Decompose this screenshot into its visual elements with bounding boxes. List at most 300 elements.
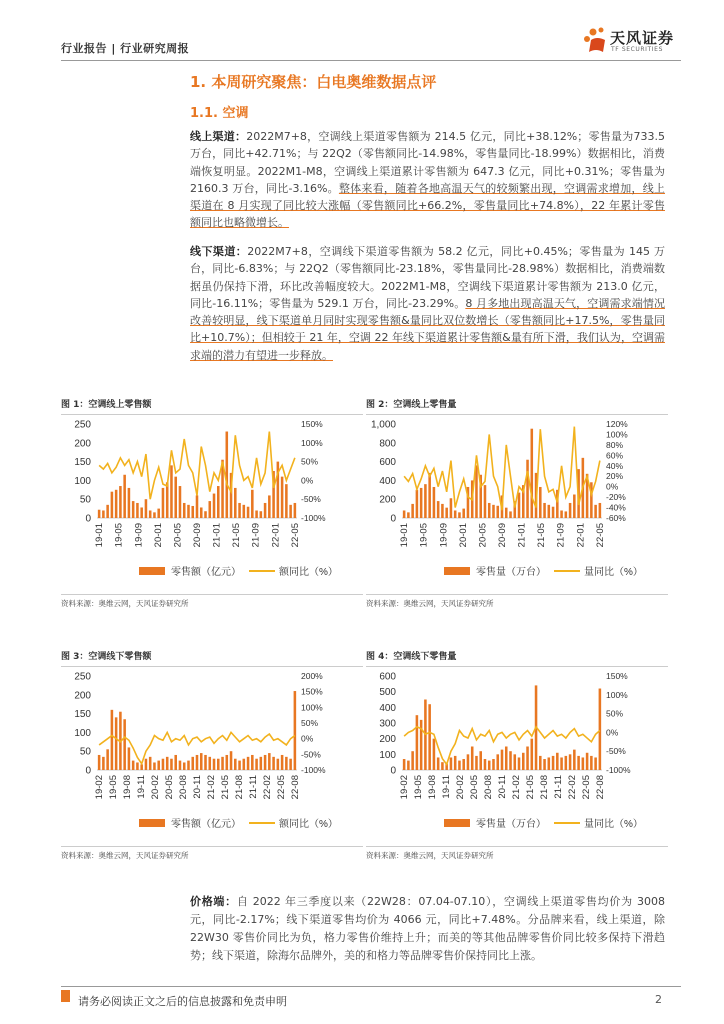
logo-subtext: TF SECURITIES [611, 46, 663, 53]
bar [204, 755, 207, 770]
bar [552, 507, 555, 518]
bar [565, 511, 568, 518]
bar [255, 759, 258, 770]
x-tick-label: 20-05 [477, 523, 489, 548]
bar [260, 757, 263, 770]
x-tick-label: 21-11 [552, 775, 564, 799]
bar [217, 759, 220, 770]
y2-tick-label: 0% [606, 727, 619, 738]
bar [509, 751, 512, 770]
y2-tick-label: 150% [301, 419, 323, 429]
y-tick-label: 200 [379, 494, 396, 506]
bar [115, 717, 118, 770]
legend-line-label: 额同比（%） [279, 819, 338, 830]
legend-bar-label: 零售额（亿元） [171, 819, 241, 830]
bar [132, 761, 135, 770]
bar [208, 757, 211, 770]
bar [247, 507, 250, 518]
bar [513, 754, 516, 770]
bar [149, 510, 152, 518]
paragraph-body: 2022M7+8，空调线上渠道零售额为 214.5 亿元，同比+38.12%；零售量为733.5 万台，同比+42.71%；与 22Q2（零售额同比-14.98%，零售量同比-18.99%）数据相比，消费端恢复明显。2022M1-M8，空调线上渠道累计零售额为 647.3 亿元，同比+0.31%；零售量为 2160.3 万台，同比-3.16%。 [190, 130, 665, 195]
y2-tick-label: 200% [301, 671, 323, 681]
x-tick-label: 21-02 [206, 775, 217, 800]
bar [437, 501, 440, 518]
bar [560, 510, 563, 518]
bar [243, 759, 246, 770]
bar [272, 757, 275, 770]
chart-panel-3 [61, 650, 363, 860]
x-tick-label: 19-09 [133, 523, 145, 548]
x-tick-label: 20-05 [172, 523, 184, 548]
y-tick-label: 0 [85, 513, 91, 525]
subsection-heading: 1.1. 空调 [190, 106, 249, 121]
bar [428, 704, 431, 770]
y-tick-label: 250 [74, 671, 91, 683]
bar [247, 757, 250, 770]
paragraph-price [190, 893, 665, 965]
y-tick-label: 100 [379, 749, 396, 761]
paragraph-lead: 线上渠道： [190, 130, 247, 143]
x-tick-label: 21-11 [247, 775, 259, 799]
bar [475, 465, 478, 518]
bar [226, 755, 229, 770]
section-heading: 1. 本周研究聚焦：白电奥维数据点评 [190, 73, 437, 91]
x-tick-label: 22-08 [594, 775, 606, 800]
legend-line-label: 量同比（%） [584, 567, 643, 578]
x-tick-label: 21-05 [231, 523, 243, 548]
bar [548, 505, 551, 518]
bar [492, 759, 495, 770]
bar [522, 753, 525, 770]
bar [467, 754, 470, 770]
x-tick-label: 21-05 [220, 775, 231, 800]
bar [560, 757, 563, 770]
chart-divider [61, 846, 363, 847]
y-tick-label: 600 [379, 671, 396, 683]
bar [458, 761, 461, 770]
bar [462, 759, 465, 770]
bar [170, 759, 173, 770]
chart-panel-4 [366, 650, 668, 860]
bar [111, 492, 114, 518]
bar [294, 503, 297, 518]
bar [407, 512, 410, 518]
bar [255, 510, 258, 518]
bar [128, 488, 131, 518]
y2-tick-label: 50% [606, 708, 624, 719]
y2-tick-label: 150% [606, 671, 628, 681]
y-tick-label: 100 [74, 475, 91, 487]
y2-tick-label: -50% [301, 494, 321, 505]
bar [475, 756, 478, 770]
legend-line-label: 额同比（%） [279, 567, 338, 578]
bar [479, 751, 482, 770]
bar [208, 501, 211, 518]
bar [548, 757, 551, 770]
y-tick-label: 50 [79, 746, 91, 758]
legend-bar-label: 零售额（亿元） [171, 567, 241, 578]
y2-tick-label: 80% [606, 439, 624, 450]
chart-source: 资料来源：奥维云网，天风证券研究所 [366, 851, 494, 860]
y2-tick-label: 0% [301, 475, 314, 486]
y2-tick-label: 120% [606, 419, 628, 429]
footer-disclaimer: 请务必阅读正文之后的信息披露和免责申明 [78, 995, 287, 1008]
bar [213, 759, 216, 770]
paragraph-lead: 线下渠道： [190, 245, 248, 258]
x-tick-label: 20-11 [497, 775, 508, 799]
y-tick-label: 100 [74, 727, 91, 739]
paragraph-offline [190, 243, 665, 364]
y2-tick-label: -100% [301, 513, 326, 523]
x-tick-label: 19-11 [441, 775, 453, 799]
bar [136, 503, 139, 518]
legend-bar-swatch [139, 567, 165, 575]
bar [518, 493, 521, 518]
bar [569, 503, 572, 518]
y2-tick-label: -100% [301, 765, 326, 775]
x-tick-label: 21-01 [211, 523, 223, 548]
chart-offline-sales [61, 668, 363, 844]
bar [428, 473, 431, 518]
y2-tick-label: 150% [301, 686, 323, 697]
bar [277, 759, 280, 770]
bar [115, 490, 118, 518]
bar [230, 751, 233, 770]
x-tick-label: 21-01 [516, 523, 528, 548]
bar [289, 759, 292, 770]
x-tick-label: 22-05 [275, 775, 287, 800]
bar [411, 751, 414, 770]
x-tick-label: 22-05 [594, 523, 606, 548]
x-tick-label: 19-08 [122, 775, 134, 800]
footer-mark-icon [61, 990, 70, 1002]
bar [162, 488, 165, 518]
x-tick-label: 19-09 [438, 523, 450, 548]
bar [420, 488, 423, 518]
bar [213, 494, 216, 518]
chart-title: 图 1：空调线上零售额 [61, 398, 363, 415]
chart-online-volume [366, 416, 668, 592]
chart-divider [61, 594, 363, 595]
bar [179, 486, 182, 518]
bar [599, 503, 602, 518]
bar [488, 761, 491, 770]
bar [492, 505, 495, 518]
y2-tick-label: 0% [301, 733, 314, 744]
y-tick-label: 300 [379, 718, 396, 730]
bar [145, 499, 148, 518]
bar [128, 747, 131, 770]
paragraph-body: 2022M7+8，空调线下渠道零售额为 58.2 亿元，同比+0.45%；零售量为 145 万台，同比-6.83%；与 22Q2（零售额同比-23.18%，零售量同比-28.98%）数据相比，消费端数据虽仍保持下滑，环比改善幅度较大。2022M1-M8，空调线下渠道累计零售额为 213.0 亿元，同比-16.11%；零售量为 529.1 万台，同比-23.29%。 [190, 245, 665, 310]
bar [462, 509, 465, 518]
bar [166, 482, 169, 518]
bar [594, 757, 597, 770]
y-tick-label: 0 [390, 765, 396, 777]
bar [590, 756, 593, 770]
bar [187, 761, 190, 770]
legend-bar-label: 零售量（万台） [476, 819, 546, 830]
bar [577, 756, 580, 770]
bar [573, 750, 576, 770]
bar [471, 747, 474, 771]
x-tick-label: 19-05 [418, 523, 430, 548]
x-tick-label: 22-02 [261, 775, 273, 800]
bar [98, 510, 101, 518]
bar [238, 761, 241, 770]
bar [543, 759, 546, 770]
bar [149, 757, 152, 770]
bar [433, 487, 436, 518]
bar [488, 503, 491, 518]
bar [111, 710, 114, 770]
bar [264, 755, 267, 770]
bar [153, 762, 156, 770]
y2-tick-label: 100% [301, 702, 323, 713]
bar [140, 764, 143, 770]
bar [416, 490, 419, 518]
x-tick-label: 19-02 [94, 775, 106, 800]
y-tick-label: 1,000 [370, 419, 396, 431]
bar [123, 719, 126, 770]
bar [599, 689, 602, 770]
bar [183, 503, 186, 518]
paragraph-body: 自 2022 年三季度以来（22W28：07.04-07.10），空调线上渠道零售均价为 3008 元，同比-2.17%；线下渠道零售均价为 4066 元，同比+7.48%。分品牌来看，线上渠道，除 22W30 零售价同比为负，格力零售价维持上升；而美的等其他品牌零售价同比较多保持下滑趋势；线下渠道，除海尔品牌外，美的和格力等品牌零售价保持同比上涨。 [190, 895, 665, 962]
bar [140, 507, 143, 518]
bar [145, 759, 148, 770]
bar [179, 761, 182, 770]
bar [191, 506, 194, 518]
report-category: 行业报告 | 行业研究周报 [61, 42, 190, 55]
bar [484, 759, 487, 770]
bar [119, 486, 122, 518]
x-tick-label: 19-05 [413, 775, 425, 800]
chart-online-sales [61, 416, 363, 592]
bar [132, 501, 135, 518]
y2-tick-label: -20% [606, 492, 626, 503]
bar [285, 757, 288, 770]
x-tick-label: 21-02 [511, 775, 522, 800]
bar [539, 487, 542, 518]
bar [543, 503, 546, 518]
x-tick-label: 19-01 [94, 523, 106, 548]
y2-tick-label: 100% [606, 689, 628, 700]
y-tick-label: 150 [74, 709, 91, 721]
bar [123, 475, 126, 518]
paragraph-lead: 价格端： [190, 895, 237, 908]
logo-text: 天风证券 [610, 29, 675, 47]
bar [285, 484, 288, 518]
bar [268, 495, 271, 518]
bar [187, 505, 190, 518]
bar [586, 753, 589, 770]
bar [166, 757, 169, 770]
y2-tick-label: -100% [606, 765, 631, 775]
y-tick-label: 50 [79, 494, 91, 506]
y2-tick-label: 60% [606, 450, 624, 461]
bar [136, 762, 139, 770]
y-tick-label: 600 [379, 457, 396, 469]
y2-tick-label: 40% [606, 460, 624, 471]
bar [531, 429, 534, 518]
bar [569, 754, 572, 770]
bar [264, 503, 267, 518]
bar [403, 510, 406, 518]
chart-divider [366, 594, 668, 595]
bar [162, 759, 165, 770]
x-tick-label: 20-08 [178, 775, 189, 800]
header-divider [61, 60, 681, 61]
bar [281, 755, 284, 770]
bar [221, 757, 224, 770]
bar [260, 511, 263, 518]
bar [200, 753, 203, 770]
bar [433, 739, 436, 770]
bar [106, 505, 109, 518]
legend-bar-label: 零售量（万台） [476, 567, 546, 578]
chart-divider [366, 846, 668, 847]
legend-line-label: 量同比（%） [584, 819, 643, 830]
x-tick-label: 20-08 [483, 775, 494, 800]
bar [196, 495, 199, 518]
x-tick-label: 22-01 [270, 523, 282, 548]
y-tick-label: 150 [74, 457, 91, 469]
bar [251, 755, 254, 770]
bar [484, 485, 487, 518]
x-tick-label: 21-09 [250, 523, 262, 548]
bar [458, 512, 461, 518]
y-tick-label: 0 [390, 513, 396, 525]
bar [251, 490, 254, 518]
y2-tick-label: 0% [606, 481, 619, 492]
bar [411, 504, 414, 518]
bar [157, 761, 160, 770]
y2-tick-label: -40% [606, 502, 626, 513]
y2-tick-label: -50% [606, 746, 626, 757]
bar [407, 761, 410, 770]
y-tick-label: 0 [85, 765, 91, 777]
bar [505, 747, 508, 771]
y-tick-label: 400 [379, 702, 396, 714]
bar [539, 756, 542, 770]
bar [102, 510, 105, 518]
x-tick-label: 19-05 [108, 775, 120, 800]
bar [496, 506, 499, 518]
bar [157, 509, 160, 518]
bar [531, 739, 534, 770]
paragraph-highlight: 8 月多地出现高温天气，空调需求端情况改善较明显，线下渠道单月同时实现零售额&量同比双位数增长（零售额同比+17.5%，零售量同比+10.7%）；但相较于 21 年，空调 22 年线下渠道累计零售额&量有所下滑，我们认为，空调需求端的潜力有望进一步释放。 [190, 296, 665, 362]
x-tick-label: 20-02 [455, 775, 467, 800]
bar [191, 757, 194, 770]
bar [196, 755, 199, 770]
bar [501, 750, 504, 770]
bar [268, 753, 271, 770]
bar [234, 488, 237, 518]
x-tick-label: 19-05 [113, 523, 125, 548]
chart-title: 图 3：空调线下零售额 [61, 650, 363, 667]
y-tick-label: 200 [74, 690, 91, 702]
legend-bar-swatch [139, 819, 165, 827]
paragraph-online [190, 128, 665, 232]
bar [441, 762, 444, 770]
x-tick-label: 20-09 [192, 523, 203, 548]
x-tick-label: 20-01 [457, 523, 469, 548]
x-tick-label: 20-05 [164, 775, 175, 800]
bar [174, 755, 177, 770]
x-tick-label: 20-02 [150, 775, 162, 800]
x-tick-label: 22-01 [575, 523, 587, 548]
chart-title: 图 2：空调线上零售量 [366, 398, 668, 415]
bar [183, 762, 186, 770]
legend-bar-swatch [444, 819, 470, 827]
bar [174, 477, 177, 518]
page-number: 2 [655, 993, 662, 1006]
x-tick-label: 22-02 [566, 775, 578, 800]
bar [565, 756, 568, 770]
y-tick-label: 400 [379, 475, 396, 487]
bar [509, 511, 512, 518]
bar [153, 512, 156, 518]
x-tick-label: 22-05 [580, 775, 592, 800]
bar [594, 505, 597, 518]
bar [403, 759, 406, 770]
y-tick-label: 200 [379, 734, 396, 746]
x-tick-label: 22-08 [289, 775, 301, 800]
bar [424, 484, 427, 518]
y-tick-label: 200 [74, 438, 91, 450]
y2-tick-label: 100% [606, 429, 628, 440]
x-tick-label: 19-11 [136, 775, 148, 799]
x-tick-label: 21-05 [536, 523, 548, 548]
paragraph-highlight: 整体来看，随着各地高温天气的较频繁出现，空调需求增加，线上渠道在 8 月实现了同比较大涨幅（零售额同比+66.2%，零售量同比+74.8%），22 年累计零售额同比也略微增长。 [190, 181, 665, 230]
chart-title: 图 4：空调线下零售量 [366, 650, 668, 667]
chart-source: 资料来源：奥维云网，天风证券研究所 [61, 851, 189, 860]
bar [445, 508, 448, 518]
bar [454, 510, 457, 518]
bar [217, 486, 220, 518]
chart-panel-2 [366, 398, 668, 608]
bar [226, 432, 229, 518]
y2-tick-label: 100% [301, 437, 323, 448]
bar [281, 477, 284, 518]
bar [437, 757, 440, 770]
y2-tick-label: 50% [301, 456, 319, 467]
x-tick-label: 19-02 [399, 775, 411, 800]
y2-tick-label: -60% [606, 513, 626, 523]
bar [204, 511, 207, 518]
y2-tick-label: -50% [301, 749, 321, 760]
bar [441, 504, 444, 518]
bar [289, 505, 292, 518]
chart-panel-1 [61, 398, 363, 608]
bar [518, 757, 521, 770]
x-tick-label: 21-09 [555, 523, 567, 548]
chart-source: 资料来源：奥维云网，天风证券研究所 [366, 599, 494, 608]
bar [238, 503, 241, 518]
x-tick-label: 20-01 [152, 523, 164, 548]
bar [552, 756, 555, 770]
x-tick-label: 19-08 [427, 775, 439, 800]
x-tick-label: 21-08 [233, 775, 245, 800]
bar [102, 757, 105, 770]
bar [450, 498, 453, 518]
y2-tick-label: 50% [301, 718, 319, 728]
chart-offline-volume [366, 668, 668, 844]
x-tick-label: 20-09 [497, 523, 508, 548]
bar [454, 756, 457, 770]
bar [582, 757, 585, 770]
bar [294, 691, 297, 770]
bar [450, 757, 453, 770]
